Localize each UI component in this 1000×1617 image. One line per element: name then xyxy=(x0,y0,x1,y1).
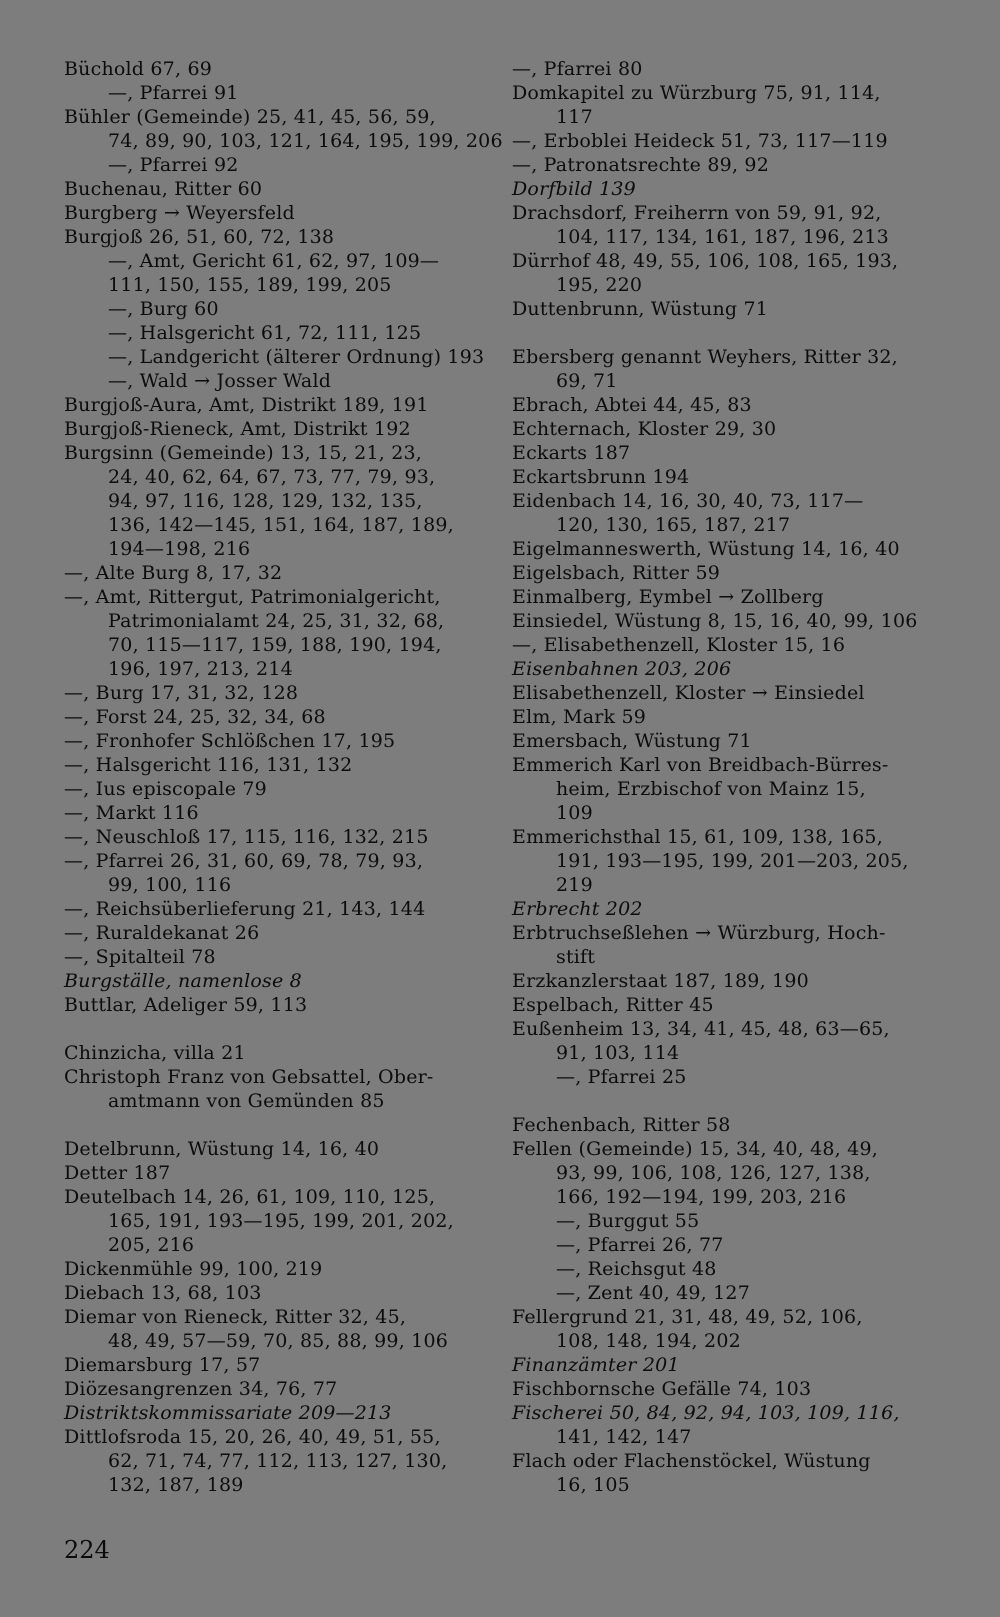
index-line: Chinzicha, villa 21 xyxy=(64,1042,246,1064)
index-line: Eigelmanneswerth, Wüstung 14, 16, 40 xyxy=(512,538,900,560)
index-line: Erbrecht 202 xyxy=(512,898,643,920)
index-line: —, Burggut 55 xyxy=(556,1210,700,1232)
index-line: 219 xyxy=(556,874,593,896)
index-line: —, Pfarrei 92 xyxy=(108,154,239,176)
index-line: —, Forst 24, 25, 32, 34, 68 xyxy=(64,706,326,728)
index-line: 74, 89, 90, 103, 121, 164, 195, 199, 206 xyxy=(108,130,503,152)
index-line: —, Halsgericht 116, 131, 132 xyxy=(64,754,353,776)
index-line: —, Burg 60 xyxy=(108,298,219,320)
index-line: —, Amt, Rittergut, Patrimonialgericht, xyxy=(64,586,441,608)
index-line: Erzkanzlerstaat 187, 189, 190 xyxy=(512,970,809,992)
index-line: —, Pfarrei 26, 31, 60, 69, 78, 79, 93, xyxy=(64,850,424,872)
index-line: Distriktskommissariate 209—213 xyxy=(64,1402,392,1424)
index-line: Ebersberg genannt Weyhers, Ritter 32, xyxy=(512,346,898,368)
index-line: 111, 150, 155, 189, 199, 205 xyxy=(108,274,392,296)
index-line: 205, 216 xyxy=(108,1234,195,1256)
index-line: —, Erboblei Heideck 51, 73, 117—119 xyxy=(512,130,888,152)
index-line: Buchenau, Ritter 60 xyxy=(64,178,263,200)
index-line: Ebrach, Abtei 44, 45, 83 xyxy=(512,394,752,416)
index-line: Diebach 13, 68, 103 xyxy=(64,1282,262,1304)
index-line: Diözesangrenzen 34, 76, 77 xyxy=(64,1378,338,1400)
index-line: 48, 49, 57—59, 70, 85, 88, 99, 106 xyxy=(108,1330,449,1352)
index-line: —, Ius episcopale 79 xyxy=(64,778,267,800)
index-line: 94, 97, 116, 128, 129, 132, 135, xyxy=(108,490,423,512)
index-line: Fellen (Gemeinde) 15, 34, 40, 48, 49, xyxy=(512,1138,878,1160)
index-line: 91, 103, 114 xyxy=(556,1042,680,1064)
index-line: Eckarts 187 xyxy=(512,442,631,464)
index-line: 195, 220 xyxy=(556,274,643,296)
index-line: Einmalberg, Eymbel → Zollberg xyxy=(512,586,824,608)
index-line: Erbtruchseßlehen → Würzburg, Hoch- xyxy=(512,922,886,944)
index-line: Fischerei 50, 84, 92, 94, 103, 109, 116, xyxy=(512,1402,900,1424)
index-line: Eigelsbach, Ritter 59 xyxy=(512,562,721,584)
index-line: —, Reichsüberlieferung 21, 143, 144 xyxy=(64,898,426,920)
index-line: —, Pfarrei 25 xyxy=(556,1066,687,1088)
index-line: Emmerich Karl von Breidbach-Bürres- xyxy=(512,754,889,776)
index-line: 16, 105 xyxy=(556,1474,630,1496)
index-line: Patrimonialamt 24, 25, 31, 32, 68, xyxy=(108,610,445,632)
index-line: Burgjoß 26, 51, 60, 72, 138 xyxy=(64,226,335,248)
index-line: Diemarsburg 17, 57 xyxy=(64,1354,261,1376)
index-line: 166, 192—194, 199, 203, 216 xyxy=(556,1186,847,1208)
index-line: —, Spitalteil 78 xyxy=(64,946,216,968)
index-line: Emmerichsthal 15, 61, 109, 138, 165, xyxy=(512,826,883,848)
index-line: Dürrhof 48, 49, 55, 106, 108, 165, 193, xyxy=(512,250,899,272)
index-line: 70, 115—117, 159, 188, 190, 194, xyxy=(108,634,442,656)
index-line: Flach oder Flachenstöckel, Wüstung xyxy=(512,1450,871,1472)
index-line: Eußenheim 13, 34, 41, 45, 48, 63—65, xyxy=(512,1018,890,1040)
index-line: Espelbach, Ritter 45 xyxy=(512,994,714,1016)
index-line: —, Amt, Gericht 61, 62, 97, 109— xyxy=(108,250,440,272)
index-line: Fischbornsche Gefälle 74, 103 xyxy=(512,1378,812,1400)
index-line: —, Pfarrei 26, 77 xyxy=(556,1234,724,1256)
index-line: Duttenbrunn, Wüstung 71 xyxy=(512,298,769,320)
index-line: Detter 187 xyxy=(64,1162,171,1184)
index-line: amtmann von Gemünden 85 xyxy=(108,1090,385,1112)
index-line: —, Patronatsrechte 89, 92 xyxy=(512,154,770,176)
index-line: Burgställe, namenlose 8 xyxy=(64,970,302,992)
index-line: Domkapitel zu Würzburg 75, 91, 114, xyxy=(512,82,881,104)
index-line: Büchold 67, 69 xyxy=(64,58,213,80)
index-line: —, Landgericht (älterer Ordnung) 193 xyxy=(108,346,485,368)
index-line: 117 xyxy=(556,106,593,128)
index-line: Finanzämter 201 xyxy=(512,1354,680,1376)
index-line: Burgjoß-Rieneck, Amt, Distrikt 192 xyxy=(64,418,411,440)
index-line: 69, 71 xyxy=(556,370,618,392)
index-line: 93, 99, 106, 108, 126, 127, 138, xyxy=(556,1162,871,1184)
index-line: —, Halsgericht 61, 72, 111, 125 xyxy=(108,322,422,344)
index-line: Drachsdorf, Freiherrn von 59, 91, 92, xyxy=(512,202,882,224)
section-gap xyxy=(512,1089,942,1113)
index-line: —, Elisabethenzell, Kloster 15, 16 xyxy=(512,634,846,656)
section-gap xyxy=(512,321,942,345)
left-column xyxy=(64,57,503,1497)
index-line: —, Pfarrei 91 xyxy=(108,82,239,104)
index-line: 194—198, 216 xyxy=(108,538,251,560)
index-line: Burgjoß-Aura, Amt, Distrikt 189, 191 xyxy=(64,394,429,416)
index-line: —, Zent 40, 49, 127 xyxy=(556,1282,751,1304)
index-line: —, Wald → Josser Wald xyxy=(108,370,332,392)
index-line: Elisabethenzell, Kloster → Einsiedel xyxy=(512,682,865,704)
index-line: Detelbrunn, Wüstung 14, 16, 40 xyxy=(64,1138,380,1160)
index-line: 62, 71, 74, 77, 112, 113, 127, 130, xyxy=(108,1450,448,1472)
index-line: 165, 191, 193—195, 199, 201, 202, xyxy=(108,1210,454,1232)
index-line: 136, 142—145, 151, 164, 187, 189, xyxy=(108,514,454,536)
index-line: Diemar von Rieneck, Ritter 32, 45, xyxy=(64,1306,407,1328)
index-line: —, Reichsgut 48 xyxy=(556,1258,717,1280)
index-line: Deutelbach 14, 26, 61, 109, 110, 125, xyxy=(64,1186,436,1208)
index-line: Buttlar, Adeliger 59, 113 xyxy=(64,994,308,1016)
index-line: Eidenbach 14, 16, 30, 40, 73, 117— xyxy=(512,490,864,512)
index-line: 196, 197, 213, 214 xyxy=(108,658,293,680)
index-line: 132, 187, 189 xyxy=(108,1474,244,1496)
index-line: 120, 130, 165, 187, 217 xyxy=(556,514,791,536)
index-line: Christoph Franz von Gebsattel, Ober- xyxy=(64,1066,434,1088)
index-line: —, Neuschloß 17, 115, 116, 132, 215 xyxy=(64,826,429,848)
index-line: —, Pfarrei 80 xyxy=(512,58,643,80)
index-line: —, Ruraldekanat 26 xyxy=(64,922,260,944)
index-line: Dorfbild 139 xyxy=(512,178,636,200)
index-line: Dickenmühle 99, 100, 219 xyxy=(64,1258,323,1280)
index-line: 24, 40, 62, 64, 67, 73, 77, 79, 93, xyxy=(108,466,436,488)
index-line: —, Alte Burg 8, 17, 32 xyxy=(64,562,283,584)
index-line: Fechenbach, Ritter 58 xyxy=(512,1114,731,1136)
index-line: Burgsinn (Gemeinde) 13, 15, 21, 23, xyxy=(64,442,423,464)
index-line: Eckartsbrunn 194 xyxy=(512,466,690,488)
index-line: Eisenbahnen 203, 206 xyxy=(512,658,732,680)
index-line: 191, 193—195, 199, 201—203, 205, xyxy=(556,850,909,872)
index-line: Burgberg → Weyersfeld xyxy=(64,202,295,224)
index-line: 104, 117, 134, 161, 187, 196, 213 xyxy=(556,226,889,248)
index-line: 108, 148, 194, 202 xyxy=(556,1330,741,1352)
index-line: Bühler (Gemeinde) 25, 41, 45, 56, 59, xyxy=(64,106,436,128)
index-line: stift xyxy=(556,946,596,968)
index-line: Emersbach, Wüstung 71 xyxy=(512,730,752,752)
page-number: 224 xyxy=(64,1536,110,1564)
index-line: —, Markt 116 xyxy=(64,802,199,824)
index-line: Einsiedel, Wüstung 8, 15, 16, 40, 99, 106 xyxy=(512,610,918,632)
index-line: Dittlofsroda 15, 20, 26, 40, 49, 51, 55, xyxy=(64,1426,441,1448)
index-line: —, Fronhofer Schlößchen 17, 195 xyxy=(64,730,396,752)
section-gap xyxy=(64,1113,489,1137)
index-line: heim, Erzbischof von Mainz 15, xyxy=(556,778,866,800)
index-line: —, Burg 17, 31, 32, 128 xyxy=(64,682,299,704)
right-column xyxy=(512,57,942,1497)
index-line: 141, 142, 147 xyxy=(556,1426,692,1448)
index-line: 109 xyxy=(556,802,593,824)
index-line: 99, 100, 116 xyxy=(108,874,232,896)
index-line: Echternach, Kloster 29, 30 xyxy=(512,418,777,440)
index-line: Elm, Mark 59 xyxy=(512,706,647,728)
index-line: Fellergrund 21, 31, 48, 49, 52, 106, xyxy=(512,1306,863,1328)
section-gap xyxy=(64,1017,489,1041)
